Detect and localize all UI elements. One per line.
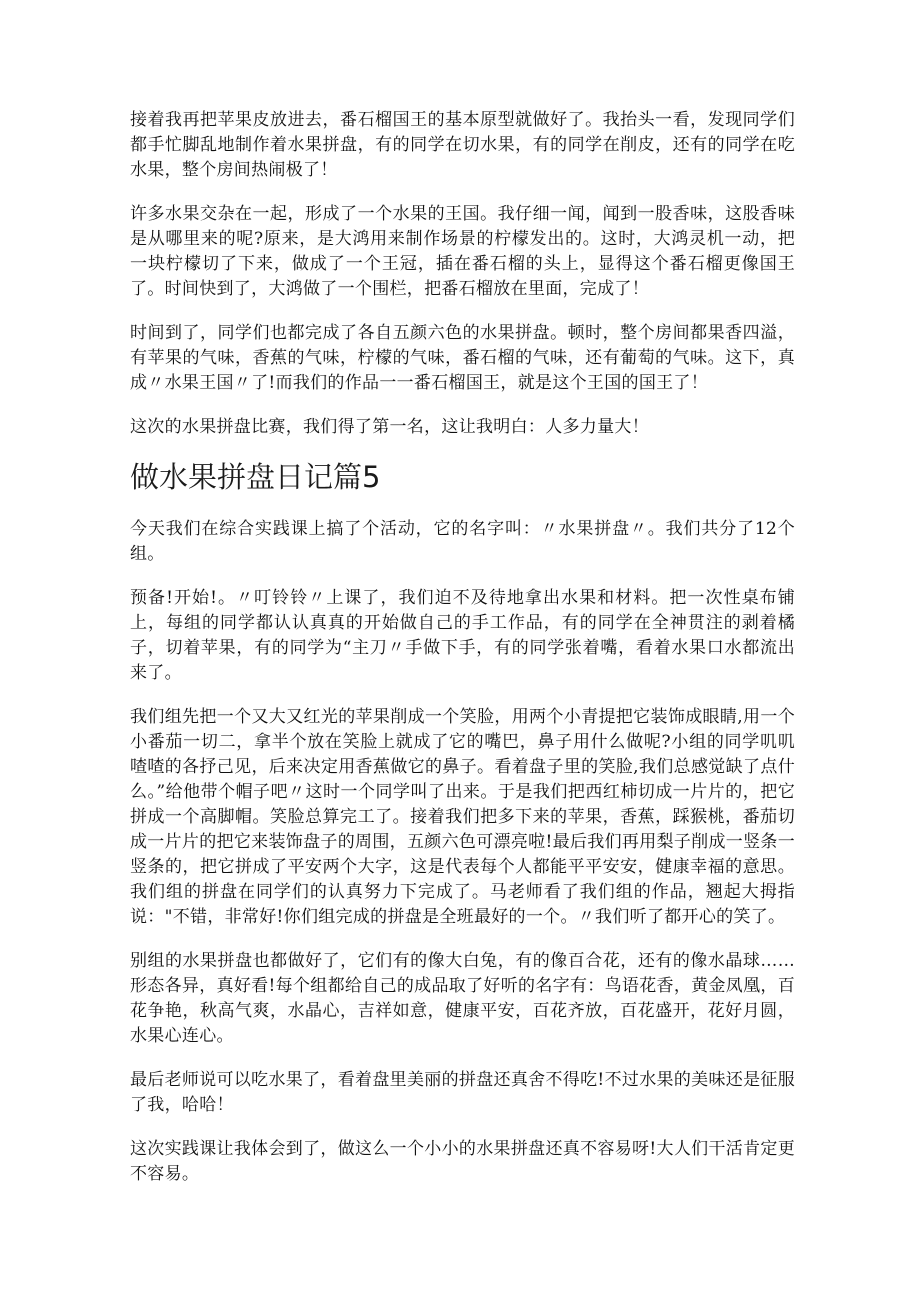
paragraph: 许多水果交杂在一起，形成了一个水果的王国。我仔细一闻，闻到一股香味，这股香味是从哪里来的呢?原来，是大鸿用来制作场景的柠檬发出的。这时，大鸿灵机一动，把一块柠檬切了下来，做成了一个王冠，插在番石榴的头上，显得这个番石榴更像国王了。时间快到了，大鸿做了一个围栏，把番石榴放在里面，完成了！ xyxy=(130,204,795,299)
paragraph: 我们组先把一个又大又红光的苹果削成一个笑脸，用两个小青提把它装饰成眼睛,用一个小番茄一切二，拿半个放在笑脸上就成了它的嘴巴，鼻子用什么做呢?小组的同学叽叽喳喳的各抒己见，后来决定用香蕉做它的鼻子。看着盘子里的笑脸,我们总感觉缺了点什么。”给他带个帽子吧〃这时一个同学叫了出来。于是我们把西红柿切成一片片的，把它拼成一个高脚帽。笑脸总算完工了。接着我们把多下来的苹果，香蕉，踩猴桃，番茄切成一片片的把它来装饰盘子的周围，五颜六色可漂亮啦!最后我们再用梨子削成一竖条一竖条的，把它拼成了平安两个大字，这是代表每个人都能平平安安，健康幸福的意思。我们组的拼盘在同学们的认真努力下完成了。马老师看了我们组的作品，翘起大拇指说："不错，非常好!你们组完成的拼盘是全班最好的一个。〃我们听了都开心的笑了。 xyxy=(130,707,795,927)
paragraph: 时间到了，同学们也都完成了各自五颜六色的水果拼盘。顿时，整个房间都果香四溢，有苹果的气味，香蕉的气味，柠檬的气味，番石榴的气味，还有葡萄的气味。这下，真成〃水果王国〃了!而我们的作品一一番石榴国王，就是这个王国的国王了！ xyxy=(130,323,795,393)
paragraph: 最后老师说可以吃水果了，看着盘里美丽的拼盘还真舍不得吃!不过水果的美味还是征服了我，哈哈！ xyxy=(130,1070,795,1115)
paragraph: 今天我们在综合实践课上搞了个活动，它的名字叫：〃水果拼盘〃。我们共分了12个组。 xyxy=(130,519,795,564)
paragraph: 这次的水果拼盘比赛，我们得了第一名，这让我明白：人多力量大！ xyxy=(130,417,649,437)
paragraph: 这次实践课让我体会到了，做这么一个小小的水果拼盘还真不容易呀!大人们干活肯定更不容易。 xyxy=(130,1139,795,1184)
paragraph: 别组的水果拼盘也都做好了，它们有的像大白兔，有的像百合花，还有的像水晶球……形态各异，真好看!每个组都给自己的成品取了好听的名字有：鸟语花香，黄金凤凰，百花争艳，秋高气爽，水晶心，吉祥如意，健康平安，百花齐放，百花盛开，花好月圆，水果心连心。 xyxy=(130,951,795,1046)
paragraph: 预备!开始!。〃叮铃铃〃上课了，我们迫不及待地拿出水果和材料。把一次性桌布铺上，每组的同学都认认真真的开始做自己的手工作品，有的同学在全神贯注的剥着橘子，切着苹果，有的同学为“主刀〃手做下手，有的同学张着嘴，看着水果口水都流出来了。 xyxy=(130,588,795,683)
paragraph: 接着我再把苹果皮放进去，番石榴国王的基本原型就做好了。我抬头一看，发现同学们都手忙脚乱地制作着水果拼盘，有的同学在切水果，有的同学在削皮，还有的同学在吃水果，整个房间热闹极了！ xyxy=(130,110,795,180)
section-heading: 做水果拼盘日记篇5 xyxy=(130,460,381,494)
document-page xyxy=(130,108,795,1206)
section-body xyxy=(130,517,795,1187)
